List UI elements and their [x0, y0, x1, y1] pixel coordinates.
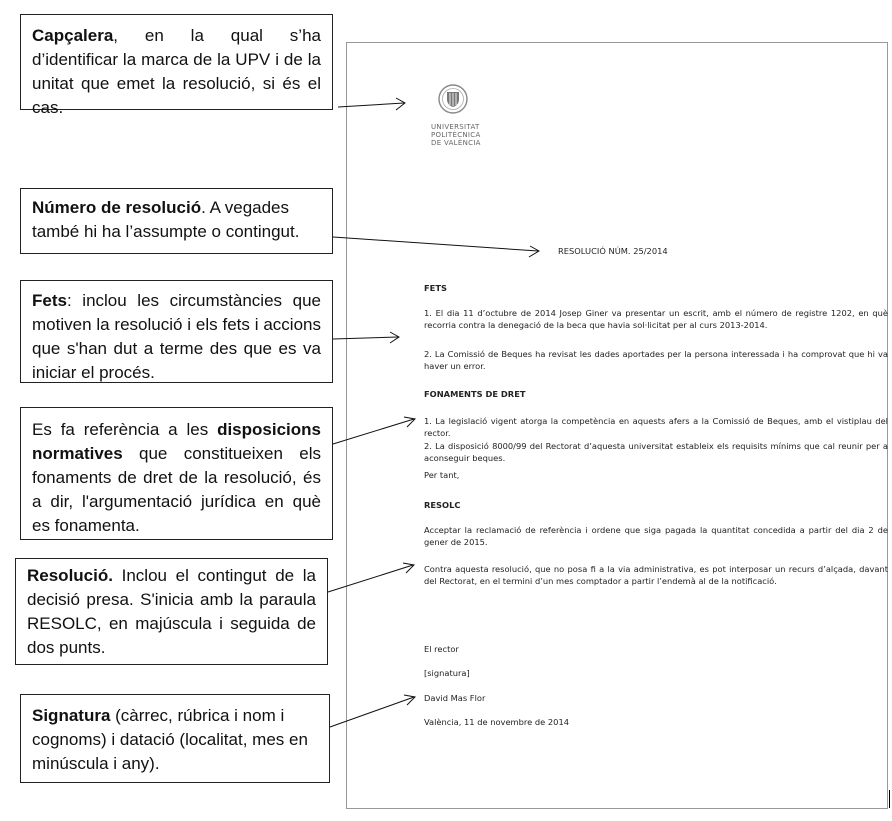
signer-name: David Mas Flor [424, 693, 486, 703]
callout-resolution-term: Resolució. [27, 566, 113, 585]
logo-line-1: UNIVERSITAT [431, 123, 480, 131]
arrow-header [338, 103, 404, 107]
callout-norms-text: que constitueixen els fonaments de dret de la resolució, és a dir, l'argumentació jurídica en què es fonamenta. [32, 444, 321, 535]
callout-header-text: , en la qual s’ha d’identificar la marca de la UPV i de la unitat que emet la resolució, si és el cas. [32, 26, 321, 117]
callout-signature-text: (càrrec, rúbrica i nom i cognoms) i datació (localitat, mes en minúscula i any). [32, 706, 308, 773]
resolc-paragraph-1: Acceptar la reclamació de referència i ordene que siga pagada la quantitat concedida a partir del dia 2 de gener de 2015. [424, 525, 888, 547]
text-cursor [889, 790, 890, 808]
resolution-title: RESOLUCIÓ NÚM. 25/2014 [558, 246, 668, 256]
callout-number-term: Número de resolució [32, 198, 202, 217]
per-tant: Per tant, [424, 470, 460, 480]
fonaments-paragraph-1: 1. La legislació vigent atorga la competència en aquests afers a la Comissió de Beques, amb el vistiplau del rector. [424, 416, 888, 438]
callout-facts-term: Fets [32, 291, 67, 310]
callout-norms-intro: Es fa referència a les [32, 420, 218, 439]
arrow-facts [333, 337, 398, 339]
signature-placeholder: [signatura] [424, 668, 470, 678]
callout-number-text: . A vegades també hi ha l’assumpte o contingut. [32, 198, 300, 241]
logo-line-2: POLITÈCNICA [431, 131, 481, 139]
arrowhead-number [529, 246, 539, 257]
arrow-resolution [328, 565, 413, 592]
arrow-norms [333, 419, 414, 444]
callout-signature-term: Signatura [32, 706, 111, 725]
fonaments-paragraph-2: 2. La disposició 8000/99 del Rectorat d’aquesta universitat estableix els requisits mínims que cal reunir per a aconseguir beques. [424, 441, 888, 463]
callout-resolution-text: Inclou el contingut de la decisió presa. S'inicia amb la paraula RESOLC, en majúscula i seguida de dos punts. [27, 566, 316, 657]
callout-norms-term: disposicions normatives [32, 420, 321, 463]
resolc-heading: RESOLC [424, 500, 461, 510]
resolc-paragraph-2: Contra aquesta resolució, que no posa fi a la via administrativa, es pot interposar un recurs d’alçada, davant del Rectorat, en el termini d’un mes comptador a partir l’endemà al de la notificació. [424, 564, 888, 586]
arrow-number [333, 237, 538, 251]
fonaments-heading: FONAMENTS DE DRET [424, 389, 526, 399]
fets-heading: FETS [424, 283, 447, 293]
logo-line-3: DE VALÈNCIA [431, 139, 481, 147]
callout-header-term: Capçalera [32, 26, 114, 45]
signer-title: El rector [424, 644, 459, 654]
callout-facts-text: : inclou les circumstàncies que motiven la resolució i els fets i accions que s'han dut a terme des que es va iniciar el procés. [32, 291, 321, 382]
arrow-signature [330, 697, 414, 727]
fets-paragraph-1: 1. El dia 11 d’octubre de 2014 Josep Giner va presentar un escrit, amb el número de registre 1202, en què recorria contra la denegació de la beca que havia sol·licitat per al curs 2013-2014. [424, 308, 888, 330]
place-date: València, 11 de novembre de 2014 [424, 717, 570, 727]
arrowhead-header [396, 98, 405, 110]
fets-paragraph-2: 2. La Comissió de Beques ha revisat les dades aportades per la persona interessada i ha comprovat que hi va haver un error. [424, 349, 888, 371]
